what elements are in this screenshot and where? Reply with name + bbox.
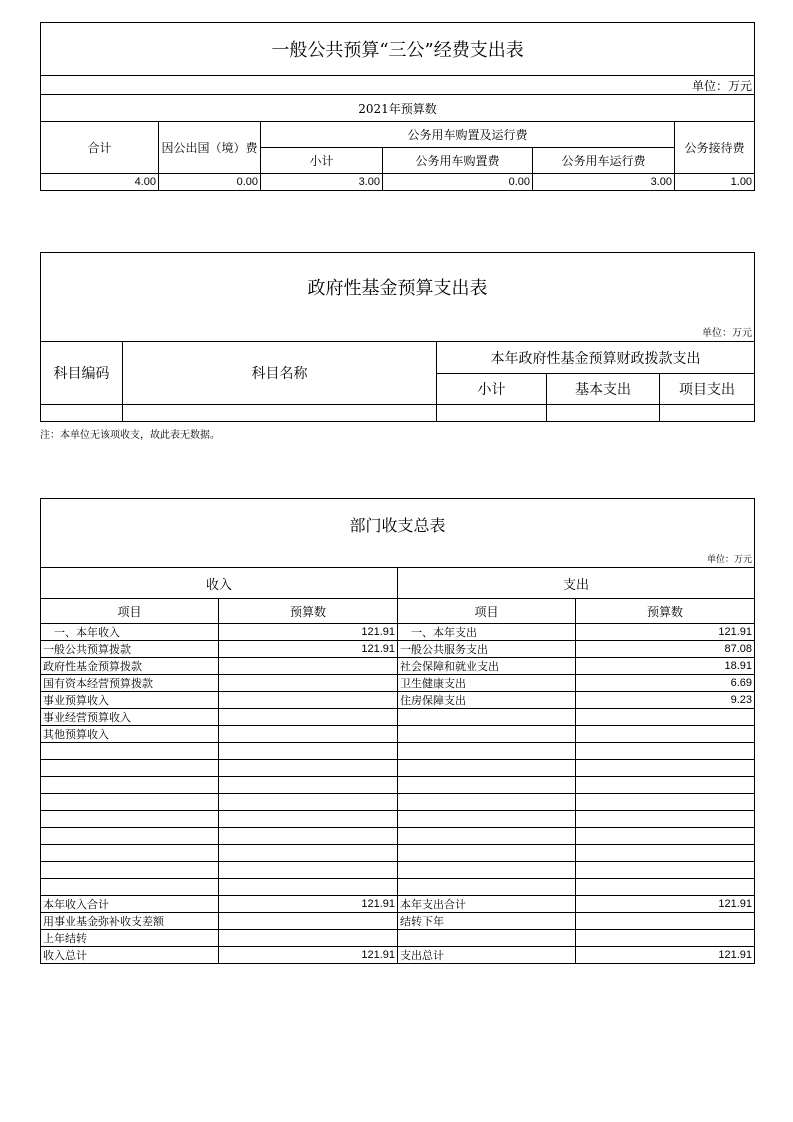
fund-title: 政府性基金预算支出表 [41, 253, 755, 322]
summary-expense-item-cell [398, 743, 576, 760]
summary-income-item-cell: 事业预算收入 [41, 692, 219, 709]
summary-expense-item-cell: 住房保障支出 [398, 692, 576, 709]
summary-expense-budget-cell [576, 862, 755, 879]
summary-income-header: 收入 [41, 568, 398, 599]
table-row [41, 675, 755, 692]
sangong-title: 一般公共预算“三公”经费支出表 [41, 23, 755, 76]
table-row [41, 845, 755, 862]
summary-expense-item-cell: 一般公共服务支出 [398, 641, 576, 658]
value-vehicle-operation: 3.00 [533, 174, 675, 191]
header-reception: 公务接待费 [675, 122, 755, 174]
summary-expense-item-cell [398, 930, 576, 947]
summary-income-budget-cell [219, 828, 398, 845]
summary-col-income-budget: 预算数 [219, 599, 398, 624]
summary-body [41, 624, 755, 964]
summary-expense-budget-cell: 18.91 [576, 658, 755, 675]
summary-income-budget-cell [219, 913, 398, 930]
summary-income-item-cell: 事业经营预算收入 [41, 709, 219, 726]
summary-income-item-cell: 国有资本经营预算拨款 [41, 675, 219, 692]
sangong-table [40, 22, 755, 191]
summary-table [40, 498, 755, 964]
summary-expense-item-cell: 社会保障和就业支出 [398, 658, 576, 675]
fund-header-group: 本年政府性基金预算财政拨款支出 [437, 342, 755, 374]
summary-expense-item-cell [398, 862, 576, 879]
summary-expense-item-cell [398, 794, 576, 811]
fund-header-basic: 基本支出 [547, 374, 660, 405]
summary-unit: 单位：万元 [41, 549, 755, 568]
table-row [41, 624, 755, 641]
sangong-unit: 单位：万元 [41, 76, 755, 95]
summary-income-budget-cell: 121.91 [219, 641, 398, 658]
summary-expense-budget-cell: 121.91 [576, 947, 755, 964]
summary-income-item-cell [41, 743, 219, 760]
table-row [41, 658, 755, 675]
fund-header-subtotal: 小计 [437, 374, 547, 405]
summary-income-item-cell [41, 879, 219, 896]
summary-expense-item-cell [398, 879, 576, 896]
summary-expense-budget-cell [576, 743, 755, 760]
summary-income-budget-cell [219, 862, 398, 879]
summary-income-budget-cell [219, 658, 398, 675]
fund-empty-row [41, 405, 755, 422]
summary-income-item-cell: 一般公共预算拨款 [41, 641, 219, 658]
table-row [41, 743, 755, 760]
fund-header-code: 科目编码 [41, 342, 123, 405]
fund-header-project: 项目支出 [660, 374, 755, 405]
table-row [41, 879, 755, 896]
summary-expense-item-cell [398, 811, 576, 828]
table-row [41, 760, 755, 777]
summary-expense-budget-cell [576, 794, 755, 811]
value-total: 4.00 [41, 174, 159, 191]
summary-income-budget-cell [219, 692, 398, 709]
summary-income-budget-cell [219, 726, 398, 743]
value-abroad: 0.00 [159, 174, 261, 191]
summary-income-item-cell [41, 811, 219, 828]
summary-expense-item-cell: 本年支出合计 [398, 896, 576, 913]
summary-income-budget-cell [219, 811, 398, 828]
summary-income-item-cell [41, 777, 219, 794]
summary-expense-budget-cell [576, 777, 755, 794]
summary-expense-item-cell [398, 726, 576, 743]
table-row [41, 947, 755, 964]
summary-income-item-cell [41, 845, 219, 862]
header-vehicle-group: 公务用车购置及运行费 [261, 122, 675, 148]
summary-income-item-cell: 上年结转 [41, 930, 219, 947]
summary-expense-budget-cell [576, 845, 755, 862]
summary-expense-budget-cell [576, 828, 755, 845]
summary-income-item-cell [41, 794, 219, 811]
summary-income-budget-cell [219, 709, 398, 726]
summary-expense-budget-cell: 121.91 [576, 624, 755, 641]
table-row [41, 641, 755, 658]
table-row [41, 828, 755, 845]
table-row [41, 913, 755, 930]
summary-income-item-cell [41, 862, 219, 879]
summary-col-income-item: 项目 [41, 599, 219, 624]
summary-expense-header: 支出 [398, 568, 755, 599]
summary-expense-budget-cell [576, 760, 755, 777]
fund-table [40, 252, 755, 422]
summary-expense-budget-cell [576, 879, 755, 896]
table-row [41, 692, 755, 709]
summary-expense-item-cell [398, 828, 576, 845]
table-row [41, 862, 755, 879]
summary-title: 部门收支总表 [41, 499, 755, 550]
summary-expense-budget-cell [576, 726, 755, 743]
header-vehicle-purchase: 公务用车购置费 [383, 148, 533, 174]
header-vehicle-operation: 公务用车运行费 [533, 148, 675, 174]
table-row [41, 811, 755, 828]
summary-income-budget-cell [219, 930, 398, 947]
summary-expense-budget-cell [576, 709, 755, 726]
table-row [41, 896, 755, 913]
summary-expense-budget-cell: 87.08 [576, 641, 755, 658]
summary-income-budget-cell [219, 845, 398, 862]
table-row [41, 930, 755, 947]
summary-col-expense-item: 项目 [398, 599, 576, 624]
summary-expense-budget-cell: 9.23 [576, 692, 755, 709]
table-row [41, 777, 755, 794]
summary-income-item-cell: 本年收入合计 [41, 896, 219, 913]
summary-col-expense-budget: 预算数 [576, 599, 755, 624]
summary-income-budget-cell [219, 675, 398, 692]
summary-income-item-cell [41, 760, 219, 777]
summary-expense-budget-cell [576, 811, 755, 828]
fund-note: 注：本单位无该项收支，故此表无数据。 [40, 430, 220, 441]
summary-expense-item-cell: 支出总计 [398, 947, 576, 964]
fund-unit: 单位：万元 [41, 321, 755, 342]
summary-income-budget-cell: 121.91 [219, 896, 398, 913]
table-row [41, 709, 755, 726]
summary-income-budget-cell [219, 879, 398, 896]
summary-income-item-cell [41, 828, 219, 845]
header-abroad: 因公出国（境）费 [159, 122, 261, 174]
value-vehicle-subtotal: 3.00 [261, 174, 383, 191]
summary-income-budget-cell [219, 760, 398, 777]
summary-expense-item-cell: 卫生健康支出 [398, 675, 576, 692]
summary-income-budget-cell [219, 794, 398, 811]
summary-income-item-cell: 收入总计 [41, 947, 219, 964]
summary-expense-budget-cell: 6.69 [576, 675, 755, 692]
summary-expense-budget-cell [576, 913, 755, 930]
summary-expense-item-cell: 一、本年支出 [398, 624, 576, 641]
summary-expense-budget-cell [576, 930, 755, 947]
value-vehicle-purchase: 0.00 [383, 174, 533, 191]
sangong-year-header: 2021年预算数 [41, 95, 755, 122]
summary-income-budget-cell: 121.91 [219, 947, 398, 964]
summary-expense-item-cell [398, 777, 576, 794]
header-vehicle-subtotal: 小计 [261, 148, 383, 174]
value-reception: 1.00 [675, 174, 755, 191]
summary-income-item-cell: 用事业基金弥补收支差额 [41, 913, 219, 930]
summary-expense-item-cell [398, 709, 576, 726]
summary-income-item-cell: 一、本年收入 [41, 624, 219, 641]
table-row [41, 726, 755, 743]
summary-expense-item-cell [398, 760, 576, 777]
summary-income-item-cell: 政府性基金预算拨款 [41, 658, 219, 675]
summary-expense-item-cell [398, 845, 576, 862]
summary-expense-item-cell: 结转下年 [398, 913, 576, 930]
header-total: 合计 [41, 122, 159, 174]
summary-income-item-cell: 其他预算收入 [41, 726, 219, 743]
summary-expense-budget-cell: 121.91 [576, 896, 755, 913]
fund-header-name: 科目名称 [123, 342, 437, 405]
table-row [41, 794, 755, 811]
summary-income-budget-cell: 121.91 [219, 624, 398, 641]
summary-income-budget-cell [219, 743, 398, 760]
summary-income-budget-cell [219, 777, 398, 794]
